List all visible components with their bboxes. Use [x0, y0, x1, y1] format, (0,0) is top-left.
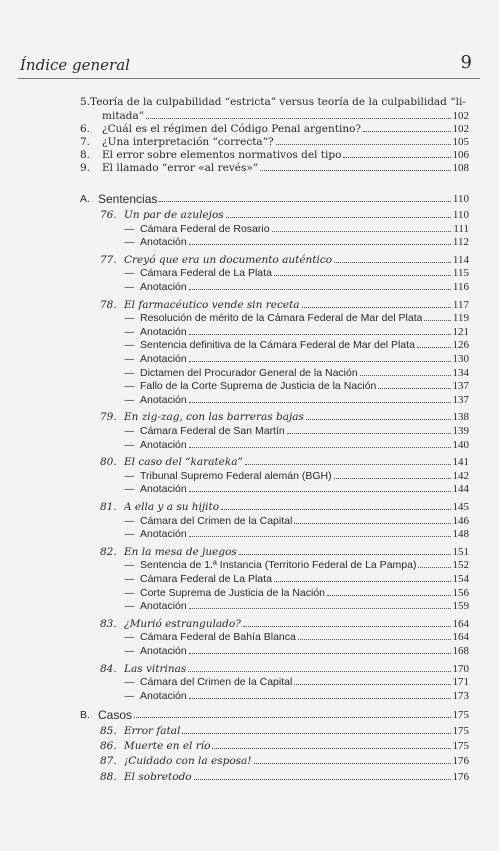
case-title: ¿Murió estrangulado? — [124, 617, 241, 630]
dot-leader — [189, 334, 451, 335]
sub-entry-title: Anotación — [140, 393, 187, 406]
entry-page: 130 — [452, 353, 469, 365]
entry-page: 108 — [452, 162, 469, 174]
entry-page: 164 — [452, 617, 469, 630]
sub-entry-title: Anotación — [140, 483, 187, 496]
entry-number: 7. — [80, 136, 91, 148]
entry-title: Teoría de la culpabilidad “estricta” versus teoría de la culpabilidad “li- — [90, 96, 466, 108]
entry-page: 176 — [452, 770, 469, 783]
entry-title: El error sobre elementos normativos del tipo — [102, 149, 342, 161]
sub-entry — [124, 469, 469, 482]
case-number: 88. — [100, 770, 117, 783]
section-letter: B. — [80, 709, 90, 721]
dot-leader — [239, 554, 451, 555]
entry-page: 154 — [452, 573, 469, 585]
sub-entry-title: Cámara del Crimen de la Capital — [140, 514, 293, 527]
dot-leader — [189, 536, 451, 537]
dot-leader — [194, 779, 451, 780]
sub-entry-title: Cámara del Crimen de la Capital — [140, 676, 293, 689]
sub-entry — [124, 586, 469, 599]
dash: — — [124, 425, 135, 437]
entry-page: 119 — [452, 312, 469, 325]
sub-entry — [124, 366, 469, 379]
case-entry — [100, 754, 469, 767]
section-a-heading — [80, 192, 469, 205]
entry-page: 140 — [452, 438, 469, 451]
entry-number: 5. — [80, 96, 91, 108]
dash: — — [124, 222, 135, 235]
entry-page: 164 — [452, 631, 469, 644]
entry-page: 171 — [452, 676, 469, 689]
entry-page: 138 — [452, 411, 469, 424]
dot-leader — [276, 144, 451, 145]
sub-entry — [124, 266, 469, 279]
dash: — — [124, 366, 135, 379]
sub-entry-title: Tribunal Supremo Federal alemán (BGH) — [140, 469, 332, 482]
sub-entry-title: Resolución de mérito de la Cámara Federal de Mar del Plata — [140, 312, 423, 325]
sub-entry-title: Anotación — [140, 600, 187, 613]
sub-entry-title: Anotación — [140, 438, 187, 451]
entry-page: 137 — [452, 380, 469, 393]
dash: — — [124, 483, 135, 496]
case-title: En zig-zag, con las barreras bajas — [124, 411, 304, 424]
dot-leader — [245, 464, 451, 465]
case-number: 77. — [100, 253, 117, 266]
dot-leader — [189, 698, 451, 699]
sub-entry-title: Sentencia de 1.ª Instancia (Territorio Federal de La Pampa) — [140, 559, 417, 572]
entry-number: 8. — [80, 149, 91, 161]
entry-page: 173 — [452, 689, 469, 702]
case-number: 82. — [100, 545, 117, 558]
sub-entry — [124, 675, 469, 688]
dot-leader — [260, 170, 450, 171]
case-number: 85. — [100, 725, 117, 737]
dot-leader — [274, 275, 451, 276]
sub-entry — [124, 311, 469, 324]
entry-number: 9. — [80, 162, 91, 174]
dot-leader — [298, 639, 451, 640]
toc-entry — [80, 148, 469, 161]
entry-page: 110 — [452, 209, 469, 221]
toc-entry — [80, 96, 466, 108]
dot-leader — [306, 419, 451, 420]
dot-leader — [294, 523, 450, 524]
entry-title: ¿Cuál es el régimen del Código Penal argentino? — [102, 123, 362, 135]
dash: — — [124, 353, 135, 365]
entry-page: 105 — [452, 136, 469, 148]
dot-leader — [302, 307, 451, 308]
dash: — — [124, 281, 135, 293]
dot-leader — [146, 118, 450, 119]
case-title: Error fatal — [124, 725, 181, 737]
dot-leader — [159, 201, 451, 202]
section-title: Casos — [98, 709, 133, 721]
case-entry — [100, 739, 469, 752]
case-entry — [100, 770, 469, 783]
page-number: 9 — [460, 52, 472, 73]
sub-entry — [124, 424, 469, 437]
dash: — — [124, 645, 135, 657]
sub-entry-title: Fallo de la Corte Suprema de Justicia de la Nación — [140, 380, 377, 393]
sub-entry — [124, 514, 469, 527]
case-number: 86. — [100, 740, 117, 753]
dash: — — [124, 236, 135, 249]
dot-leader — [363, 131, 450, 132]
dash: — — [124, 312, 135, 325]
entry-page: 116 — [452, 281, 469, 293]
entry-page: 121 — [452, 325, 469, 338]
case-number: 81. — [100, 501, 117, 513]
entry-page: 145 — [452, 501, 469, 513]
entry-page: 102 — [452, 123, 469, 135]
header-title: Índice general — [20, 56, 130, 74]
entry-page: 111 — [453, 222, 469, 235]
sub-entry-title: Anotación — [140, 325, 187, 338]
case-entry — [100, 455, 469, 468]
dot-leader — [189, 653, 451, 654]
dash: — — [124, 393, 135, 406]
case-entry — [100, 500, 469, 513]
dash: — — [124, 514, 135, 527]
toc-entry-continued — [102, 109, 469, 122]
dash: — — [124, 676, 135, 689]
entry-page: 112 — [452, 236, 469, 249]
entry-page: 141 — [452, 456, 469, 469]
dot-leader — [226, 217, 451, 218]
entry-page: 170 — [452, 662, 469, 675]
entry-page: 139 — [452, 425, 469, 437]
dash: — — [124, 469, 135, 482]
entry-page: 175 — [452, 709, 469, 721]
case-title: Creyó que era un documento auténtico — [124, 253, 333, 266]
case-number: 79. — [100, 411, 117, 424]
sub-entry — [124, 482, 469, 495]
case-entry — [100, 662, 469, 675]
dash: — — [124, 267, 135, 280]
dot-leader — [294, 684, 450, 685]
sub-entry — [124, 438, 469, 451]
sub-entry-title: Anotación — [140, 689, 187, 702]
sub-entry — [124, 235, 469, 248]
entry-page: 156 — [452, 586, 469, 599]
dot-leader — [212, 748, 450, 749]
case-number: 83. — [100, 617, 117, 630]
sub-entry — [124, 393, 469, 406]
sub-entry — [124, 338, 469, 351]
dot-leader — [134, 717, 450, 718]
entry-number: 6. — [80, 123, 91, 135]
case-number: 84. — [100, 662, 117, 675]
sub-entry-title: Anotación — [140, 281, 187, 293]
dash: — — [124, 631, 135, 644]
entry-page: 175 — [452, 740, 469, 753]
entry-page: 137 — [452, 393, 469, 406]
dot-leader — [334, 478, 451, 479]
case-entry — [100, 724, 469, 737]
sub-entry-title: Cámara Federal de San Martín — [140, 425, 285, 437]
sub-entry — [124, 280, 469, 293]
sub-entry — [124, 630, 469, 643]
dot-leader — [189, 361, 451, 362]
dash: — — [124, 380, 135, 393]
entry-page: 151 — [452, 545, 469, 558]
dash: — — [124, 586, 135, 599]
dash: — — [124, 689, 135, 702]
sub-entry — [124, 527, 469, 540]
entry-page: 115 — [452, 267, 469, 280]
sub-entry — [124, 379, 469, 392]
sub-entry — [124, 352, 469, 365]
entry-page: 110 — [452, 193, 469, 205]
sub-entry-title: Dictamen del Procurador General de la Nación — [140, 366, 358, 379]
entry-page: 152 — [452, 559, 469, 572]
dash: — — [124, 573, 135, 585]
entry-title: ¿Una interpretación “correcta”? — [102, 136, 274, 148]
entry-page: 102 — [452, 110, 469, 122]
dot-leader — [360, 375, 451, 376]
sub-entry — [124, 572, 469, 585]
case-title: Muerte en el río — [124, 740, 211, 753]
dot-leader — [378, 388, 450, 389]
toc-entry — [80, 135, 469, 148]
entry-page: 142 — [452, 469, 469, 482]
entry-page: 175 — [452, 725, 469, 737]
sub-entry — [124, 325, 469, 338]
case-entry — [100, 617, 469, 630]
dash: — — [124, 339, 135, 352]
entry-page: 148 — [452, 528, 469, 541]
case-title: El farmacéutico vende sin receta — [124, 298, 300, 311]
dot-leader — [272, 231, 452, 232]
case-entry — [100, 298, 469, 311]
dash: — — [124, 559, 135, 572]
entry-title: El llamado “error «al revés»” — [102, 162, 259, 174]
dot-leader — [188, 671, 450, 672]
case-title: Un par de azulejos — [124, 209, 224, 221]
dot-leader — [254, 763, 451, 764]
sub-entry — [124, 689, 469, 702]
dot-leader — [189, 608, 451, 609]
dot-leader — [274, 581, 451, 582]
sub-entry-title: Anotación — [140, 353, 187, 365]
sub-entry-title: Anotación — [140, 645, 187, 657]
dot-leader — [189, 491, 451, 492]
entry-page: 144 — [452, 483, 469, 496]
entry-page: 146 — [452, 514, 469, 527]
sub-entry-title: Cámara Federal de Rosario — [140, 222, 270, 235]
toc-entry — [80, 122, 469, 135]
entry-page: 159 — [452, 600, 469, 613]
sub-entry — [124, 222, 469, 235]
toc-entry — [80, 161, 469, 174]
sub-entry-title: Anotación — [140, 236, 187, 249]
sub-entry-title: Cámara Federal de La Plata — [140, 573, 272, 585]
case-entry — [100, 410, 469, 423]
case-number: 76. — [100, 209, 117, 221]
case-entry — [100, 253, 469, 266]
entry-page: 176 — [452, 755, 469, 768]
dot-leader — [189, 244, 451, 245]
dot-leader — [334, 262, 451, 263]
dot-leader — [287, 433, 451, 434]
case-entry — [100, 208, 469, 221]
dot-leader — [243, 626, 451, 627]
entry-page: 126 — [452, 339, 469, 352]
case-title: A ella y a su hijito — [124, 501, 220, 513]
dot-leader — [418, 567, 450, 568]
entry-page: 134 — [452, 366, 469, 379]
case-entry — [100, 545, 469, 558]
case-number: 80. — [100, 456, 117, 469]
sub-entry — [124, 558, 469, 571]
dot-leader — [182, 733, 450, 734]
case-title: En la mesa de juegos — [124, 545, 237, 558]
dash: — — [124, 600, 135, 613]
section-title: Sentencias — [98, 193, 158, 205]
sub-entry-title: Anotación — [140, 528, 187, 541]
dot-leader — [221, 509, 450, 510]
dash: — — [124, 438, 135, 451]
dot-leader — [424, 320, 450, 321]
dash: — — [124, 325, 135, 338]
section-b-heading — [80, 708, 469, 721]
sub-entry-title: Corte Suprema de Justicia de la Nación — [140, 586, 326, 599]
dot-leader — [189, 402, 451, 403]
dot-leader — [417, 347, 451, 348]
sub-entry — [124, 599, 469, 612]
dot-leader — [189, 289, 451, 290]
case-number: 87. — [100, 755, 117, 768]
dot-leader — [189, 447, 451, 448]
entry-title-continued: mitada” — [102, 110, 145, 122]
sub-entry-title: Cámara Federal de Bahía Blanca — [140, 631, 296, 644]
dot-leader — [327, 595, 450, 596]
case-title: ¡Cuidado con la esposa! — [124, 755, 252, 768]
sub-entry-title: Cámara Federal de La Plata — [140, 267, 272, 280]
case-title: Las vitrinas — [124, 662, 187, 675]
entry-page: 114 — [452, 253, 469, 266]
dash: — — [124, 528, 135, 541]
entry-page: 117 — [452, 298, 469, 311]
dot-leader — [343, 157, 450, 158]
case-number: 78. — [100, 298, 117, 311]
sub-entry — [124, 644, 469, 657]
case-title: El caso del “karateka” — [124, 456, 243, 469]
entry-page: 168 — [452, 645, 469, 657]
sub-entry-title: Sentencia definitiva de la Cámara Federal de Mar del Plata — [140, 339, 415, 352]
case-title: El sobretodo — [124, 770, 192, 783]
section-letter: A. — [80, 193, 90, 205]
entry-page: 106 — [452, 149, 469, 161]
